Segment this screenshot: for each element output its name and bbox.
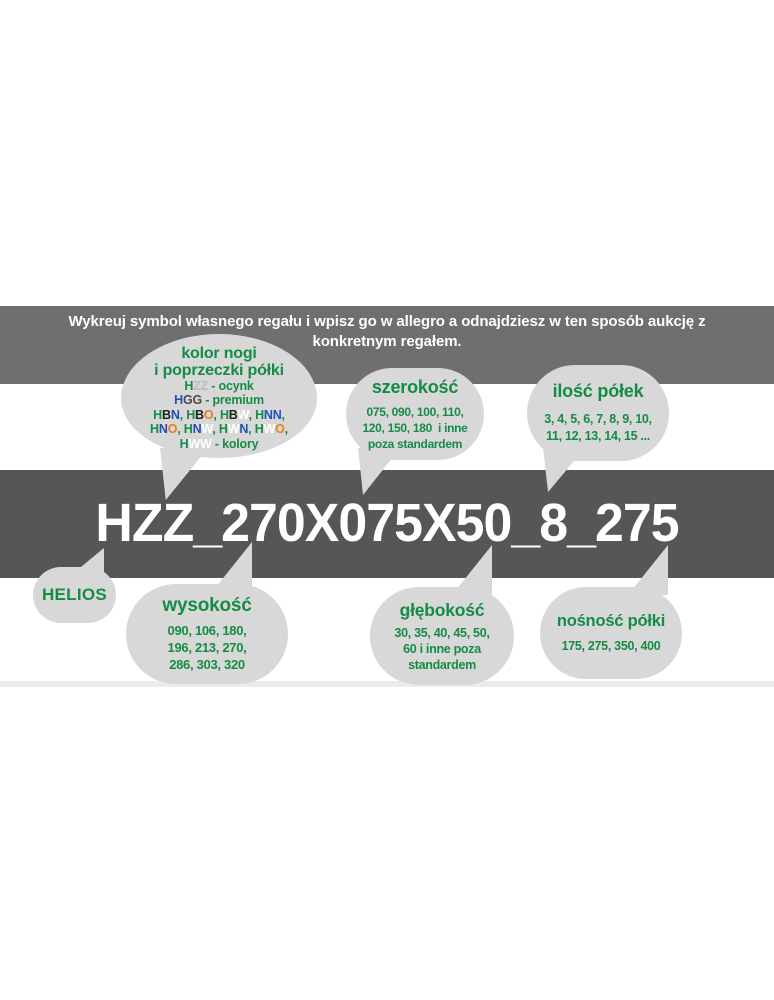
bubble-wysokosc — [126, 584, 288, 684]
ilosc-values-line2: 11, 12, 13, 14, 15 ... — [546, 429, 650, 443]
ilosc-values-line1: 3, 4, 5, 6, 7, 8, 9, 10, — [544, 412, 652, 426]
bubble-kolor-title-line1: kolor nogi — [181, 344, 257, 362]
bubble-glebokosc — [370, 587, 514, 685]
wysokosc-values-line2: 196, 213, 270, — [167, 640, 247, 655]
brand-name: HELIOS — [41, 585, 108, 604]
glebokosc-values-line1: 30, 35, 40, 45, 50, — [394, 625, 490, 640]
bubble-nosnosc-polki — [540, 587, 682, 679]
bubble-ilosc-title: ilość półek — [552, 381, 644, 401]
glebokosc-values-line2: 60 i inne poza — [403, 641, 481, 656]
szerokosc-values-line2: 120, 150, 180 i inne — [362, 420, 468, 435]
bubble-szerokosc — [346, 368, 484, 460]
bubble-szerokosc-title: szerokość — [371, 376, 459, 397]
color-code-line-hno: HNO, HNW, HWN, HWO, — [150, 422, 288, 437]
wysokosc-values-line3: 286, 303, 320 — [169, 657, 245, 672]
bubble-helios-brand — [33, 567, 116, 623]
banner-text-line2: konkretnym regałem. — [312, 333, 462, 350]
bubble-kolor-nogi — [121, 334, 317, 458]
bottom-stripe — [0, 681, 774, 687]
color-code-line-hgg: HGG - premium — [174, 393, 264, 408]
color-code-line-hww: HWW - kolory — [179, 436, 259, 451]
rack-symbol-code: HZZ_270X075X50_8_275 — [95, 493, 679, 553]
wysokosc-values-line1: 090, 106, 180, — [167, 623, 247, 638]
bubble-ilosc-polek — [527, 365, 669, 461]
bubble-glebokosc-title: głębokość — [399, 599, 485, 620]
bubble-nosnosc-title: nośność półki — [556, 612, 666, 630]
color-code-line-hbn: HBN, HBO, HBW, HNN, — [153, 407, 285, 422]
bubble-kolor-title-line2: i poprzeczki półki — [154, 361, 284, 379]
glebokosc-values-line3: standardem — [408, 657, 476, 672]
szerokosc-values-line1: 075, 090, 100, 110, — [366, 404, 464, 419]
banner-text-line1: Wykreuj symbol własnego regału i wpisz go w allegro a odnajdziesz w ten sposób aukcję z — [68, 313, 706, 330]
bubble-wysokosc-title: wysokość — [162, 595, 252, 616]
color-code-line-hzz: HZZ - ocynk — [184, 378, 254, 393]
nosnosc-values-line1: 175, 275, 350, 400 — [561, 639, 661, 653]
szerokosc-values-line3: poza standardem — [367, 436, 463, 451]
